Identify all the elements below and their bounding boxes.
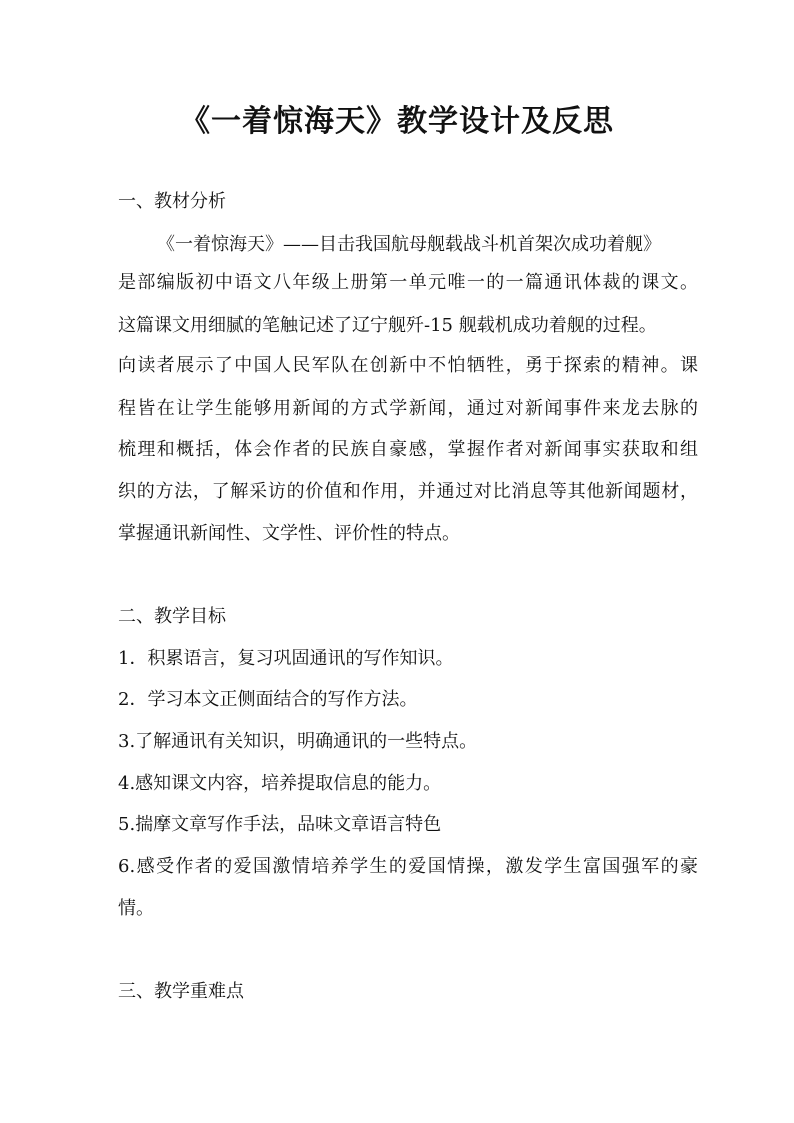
goal-item-3: 3.了解通讯有关知识，明确通讯的一些特点。 <box>118 731 478 752</box>
goal-item-6-continuation: 情。 <box>118 898 154 919</box>
section-heading-key-difficulties: 三、教学重难点 <box>118 981 244 1002</box>
analysis-line-4: 向读者展示了中国人民军队在创新中不怕牺牲，勇于探索的精神。课 <box>118 355 698 376</box>
goal-item-1: 1．积累语言，复习巩固通讯的写作知识。 <box>118 648 454 669</box>
analysis-line-2: 是部编版初中语文八年级上册第一单元唯一的一篇通讯体裁的课文。 <box>118 272 698 293</box>
goal-item-6: 6.感受作者的爱国激情培养学生的爱国情操，激发学生富国强军的豪 <box>118 856 698 877</box>
analysis-line-6: 梳理和概括，体会作者的民族自豪感，掌握作者对新闻事实获取和组 <box>118 439 698 460</box>
goal-item-5: 5.揣摩文章写作手法，品味文章语言特色 <box>118 814 442 835</box>
section-heading-materials-analysis: 一、教材分析 <box>118 191 226 212</box>
analysis-line-5: 程皆在让学生能够用新闻的方式学新闻，通过对新闻事件来龙去脉的 <box>118 398 698 419</box>
goal-item-2: 2．学习本文正侧面结合的写作方法。 <box>118 689 418 710</box>
goal-item-4: 4.感知课文内容，培养提取信息的能力。 <box>118 773 442 794</box>
document-title: 《一着惊海天》教学设计及反思 <box>180 104 614 139</box>
analysis-line-1: 《一着惊海天》——目击我国航母舰载战斗机首架次成功着舰》 <box>157 234 661 255</box>
section-heading-teaching-goals: 二、教学目标 <box>118 606 226 627</box>
analysis-line-7: 织的方法，了解采访的价值和作用，并通过对比消息等其他新闻题材， <box>118 481 698 502</box>
analysis-line-3: 这篇课文用细腻的笔触记述了辽宁舰歼-15 舰载机成功着舰的过程。 <box>118 315 657 336</box>
analysis-line-8: 掌握通讯新闻性、文学性、评价性的特点。 <box>118 523 460 544</box>
